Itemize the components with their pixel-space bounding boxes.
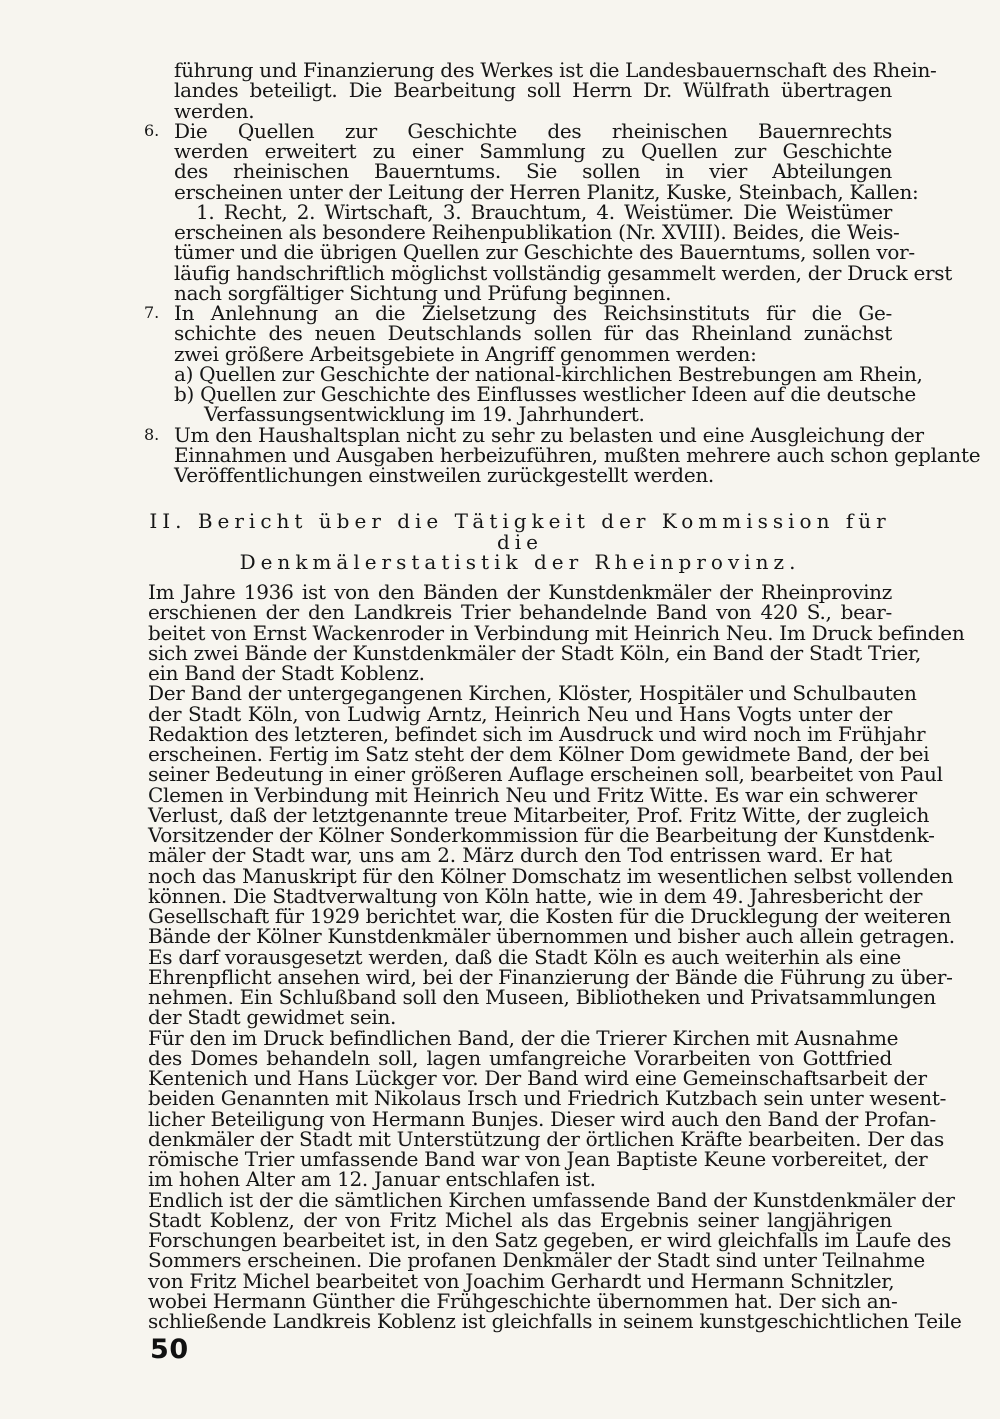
text-line: Stadt Koblenz, der von Fritz Michel als das Ergebnis seiner langjährigen [148, 1207, 892, 1232]
text-line: des rheinischen Bauerntums. Sie sollen in vier Abteilungen [174, 159, 892, 184]
text-line: In Anlehnung an die Zielsetzung des Reichsinstituts für die Ge- [174, 301, 892, 325]
text-line: erscheinen. Fertig im Satz steht der dem Kölner Dom gewidmete Band, der bei [148, 742, 930, 766]
continuation-block [148, 58, 937, 123]
text-line: Die Quellen zur Geschichte des rheinischen Bauernrechts [174, 118, 892, 143]
list-item-8 [144, 422, 981, 487]
text-line: wobei Hermann Günther die Frühgeschichte übernommen hat. Der sich an- [148, 1288, 898, 1313]
text-line: Es darf vorausgesetzt werden, daß die Stadt Köln es auch weiterhin als eine [148, 944, 901, 969]
text-line: seiner Bedeutung in einer größeren Auflage erscheinen soll, bearbeitet von Paul [148, 762, 943, 787]
text-line: schichte des neuen Deutschlands sollen für das Rheinland zunächst [174, 321, 892, 346]
text-line: beiden Genannten mit Nikolaus Irsch und Friedrich Kutzbach sein unter wesent- [148, 1086, 947, 1111]
text-line: denkmäler der Stadt mit Unterstützung der örtlichen Kräfte bearbeiten. Der das [148, 1126, 944, 1151]
text-line: werden erweitert zu einer Sammlung zu Quellen zur Geschichte [174, 139, 892, 163]
text-line: nach sorgfältiger Sichtung und Prüfung beginnen. [174, 280, 672, 305]
text-line: Um den Haushaltsplan nicht zu sehr zu belasten und eine Ausgleichung der [174, 422, 924, 447]
text-line: Der Band der untergegangenen Kirchen, Klöster, Hospitäler und Schulbauten [148, 681, 917, 706]
text-line: der Stadt gewidmet sein. [148, 1005, 397, 1030]
text-line: Endlich ist der die sämtlichen Kirchen umfassende Band der Kunstdenkmäler der [148, 1187, 955, 1212]
text-line: Verlust, daß der letztgenannte treue Mitarbeiter, Prof. Fritz Witte, der zugleich [148, 802, 930, 827]
list-number: 6. [144, 120, 160, 140]
text-line: b) Quellen zur Geschichte des Einflusses westlicher Ideen auf die deutsche [174, 382, 916, 406]
text-line: landes beteiligt. Die Bearbeitung soll Herrn Dr. Wülfrath übertragen [174, 78, 892, 103]
text-line: Ehrenpflicht ansehen wird, bei der Finanzierung der Bände die Führung zu über- [148, 964, 953, 989]
text-line: beitet von Ernst Wackenroder in Verbindung mit Heinrich Neu. Im Druck befinden [148, 620, 965, 645]
text-line: erschienen der den Landkreis Trier behandelnde Band von 420 S., bear- [148, 600, 892, 625]
text-line: können. Die Stadtverwaltung von Köln hatte, wie in dem 49. Jahresbericht der [148, 883, 923, 908]
text-line: Einnahmen und Ausgaben herbeizuführen, mußten mehrere auch schon geplante [174, 442, 981, 467]
document-page [144, 58, 981, 1350]
text-line: licher Beteiligung von Hermann Bunjes. Dieser wird auch den Band der Profan- [148, 1106, 936, 1131]
text-line: werden. [174, 98, 255, 123]
list-number: 8. [144, 424, 160, 444]
paragraph [148, 1187, 962, 1333]
list-item-6 [144, 118, 953, 305]
text-line: Clemen in Verbindung mit Heinrich Neu und Fritz Witte. Es war ein schwerer [148, 782, 917, 807]
text-line: noch das Manuskript für den Kölner Domschatz im wesentlichen selbst vollenden [148, 863, 954, 888]
text-line: mäler der Stadt war, uns am 2. März durch den Tod entrissen ward. Er hat [148, 843, 892, 868]
text-line: Kentenich und Hans Lückger vor. Der Band wird eine Gemeinschaftsarbeit der [148, 1066, 927, 1090]
text-line: läufig handschriftlich möglichst vollständig gesammelt werden, der Druck erst [174, 260, 953, 285]
text-line: tümer und die übrigen Quellen zur Geschichte des Bauerntums, sollen vor- [174, 240, 915, 265]
list-number: 7. [144, 303, 160, 322]
text-line: Verfassungsentwicklung im 19. Jahrhundert. [204, 402, 645, 427]
section-heading-line-2: Denkmälerstatistik der Rheinprovinz. [239, 549, 801, 574]
text-line: a) Quellen zur Geschichte der national-kirchlichen Bestrebungen am Rhein, [174, 361, 923, 386]
text-line: ein Band der Stadt Koblenz. [148, 661, 425, 685]
text-line: Vorsitzender der Kölner Sonderkommission für die Bearbeitung der Kunstdenk- [148, 823, 935, 847]
text-line: römische Trier umfassende Band war von Jean Baptiste Keune vorbereitet, der [148, 1147, 928, 1171]
text-line: des Domes behandeln soll, lagen umfangreiche Vorarbeiten von Gottfried [148, 1045, 892, 1070]
text-line: erscheinen unter der Leitung der Herren Planitz, Kuske, Steinbach, Kallen: [174, 179, 919, 204]
text-line: erscheinen als besondere Reihenpublikation (Nr. XVIII). Beides, die Weis- [174, 220, 900, 244]
text-line: nehmen. Ein Schlußband soll den Museen, Bibliotheken und Privatsammlungen [148, 985, 936, 1009]
text-line: führung und Finanzierung des Werkes ist die Landesbauernschaft des Rhein- [174, 58, 937, 82]
text-line: Bände der Kölner Kunstdenkmäler übernommen und bisher auch allein getragen. [148, 924, 955, 949]
text-line: schließende Landkreis Koblenz ist gleichfalls in seinem kunstgeschichtlichen Teile [148, 1309, 962, 1333]
text-line: von Fritz Michel bearbeitet von Joachim Gerhardt und Hermann Schnitzler, [148, 1268, 895, 1293]
section-heading-line-1: II. Bericht über die Tätigkeit der Kommission für die [149, 509, 891, 554]
text-line: im hohen Alter am 12. Januar entschlafen ist. [148, 1167, 596, 1192]
list-item-7 [144, 301, 923, 427]
text-line: Forschungen bearbeitet ist, in den Satz gegeben, er wird gleichfalls im Laufe des [148, 1228, 952, 1252]
page-number: 50 [150, 1334, 189, 1365]
paragraph [148, 1025, 947, 1192]
text-line: Gesellschaft für 1929 berichtet war, die Kosten für die Drucklegung der weiteren [148, 904, 951, 928]
text-line: zwei größere Arbeitsgebiete in Angriff genommen werden: [174, 341, 757, 366]
text-line: der Stadt Köln, von Ludwig Arntz, Heinrich Neu und Hans Vogts unter der [148, 701, 892, 726]
text-line: Im Jahre 1936 ist von den Bänden der Kunstdenkmäler der Rheinprovinz [148, 580, 892, 604]
text-line: Redaktion des letzteren, befindet sich im Ausdruck und wird noch im Frühjahr [148, 721, 926, 746]
text-line: Sommers erscheinen. Die profanen Denkmäler der Stadt sind unter Teilnahme [148, 1248, 925, 1273]
text-line: Für den im Druck befindlichen Band, der die Trierer Kirchen mit Ausnahme [148, 1025, 899, 1050]
text-line: sich zwei Bände der Kunstdenkmäler der Stadt Köln, ein Band der Stadt Trier, [148, 640, 922, 665]
paragraph [148, 580, 965, 685]
paragraph [148, 681, 955, 1030]
section-heading [148, 511, 892, 572]
text-line: 1. Recht, 2. Wirtschaft, 3. Brauchtum, 4. Weistümer. Die Weistümer [196, 199, 892, 224]
text-line: Veröffentlichungen einstweilen zurückgestellt werden. [174, 463, 714, 487]
